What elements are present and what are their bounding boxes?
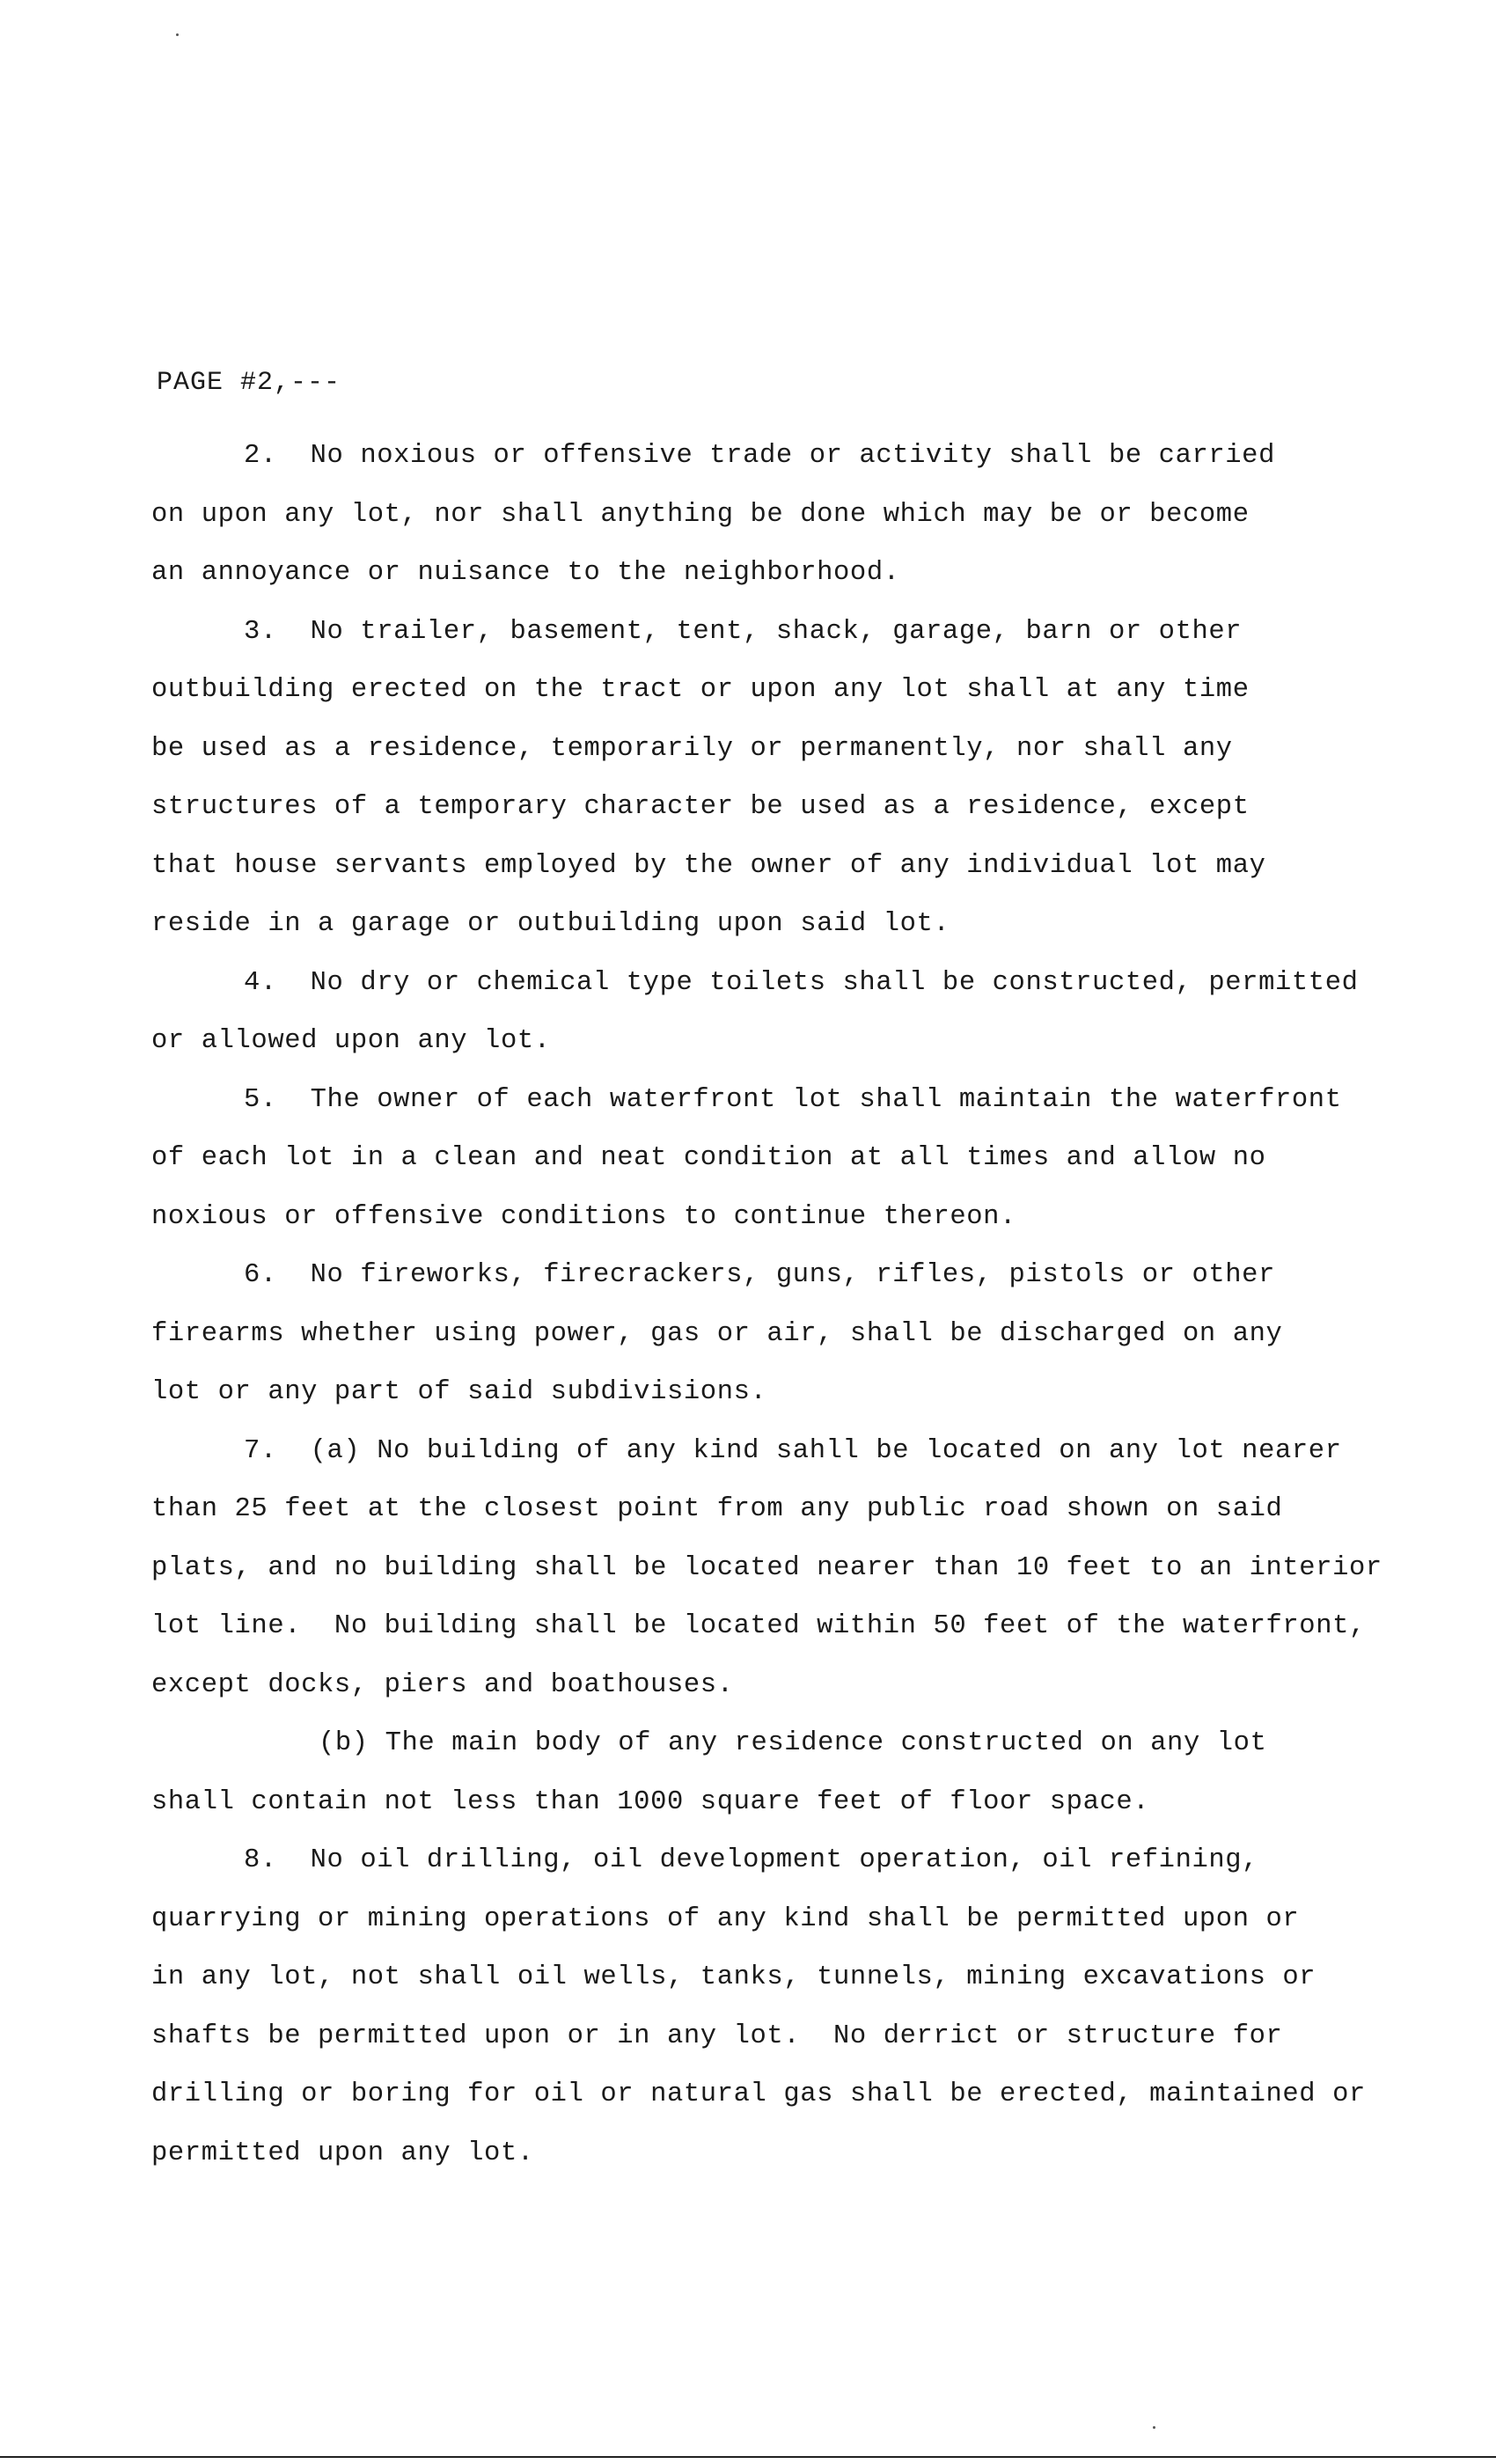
scan-speck <box>1153 2426 1155 2429</box>
scan-speck <box>176 33 179 36</box>
text-line: lot or any part of said subdivisions. <box>151 1377 767 1407</box>
text-line: an annoyance or nuisance to the neighborhood. <box>151 558 900 588</box>
text-line: that house servants employed by the owner of any individual lot may <box>151 850 1266 881</box>
text-line: 7. (a) No building of any kind sahll be located on any lot nearer <box>244 1435 1342 1466</box>
text-line: than 25 feet at the closest point from any public road shown on said <box>151 1494 1283 1524</box>
text-line: shafts be permitted upon or in any lot. No derrict or structure for <box>151 2020 1283 2051</box>
text-line: noxious or offensive conditions to continue thereon. <box>151 1201 1016 1232</box>
text-line: be used as a residence, temporarily or permanently, nor shall any <box>151 733 1233 764</box>
text-line: quarrying or mining operations of any kind shall be permitted upon or <box>151 1903 1300 1934</box>
text-line: 6. No fireworks, firecrackers, guns, rifles, pistols or other <box>244 1260 1275 1290</box>
text-line: on upon any lot, nor shall anything be done which may be or become <box>151 499 1250 530</box>
text-line: plats, and no building shall be located nearer than 10 feet to an interior <box>151 1552 1382 1583</box>
text-line: reside in a garage or outbuilding upon said lot. <box>151 909 950 939</box>
text-line: of each lot in a clean and neat condition at all times and allow no <box>151 1143 1266 1173</box>
text-line: structures of a temporary character be used as a residence, except <box>151 792 1250 822</box>
text-line: lot line. No building shall be located within 50 feet of the waterfront, <box>151 1611 1366 1641</box>
text-line: 5. The owner of each waterfront lot shall maintain the waterfront <box>244 1084 1342 1115</box>
text-line: drilling or boring for oil or natural gas shall be erected, maintained or <box>151 2079 1366 2109</box>
bottom-rule <box>0 2456 1496 2458</box>
text-line: 3. No trailer, basement, tent, shack, garage, barn or other <box>244 616 1243 647</box>
text-line: (b) The main body of any residence constructed on any lot <box>319 1728 1267 1758</box>
text-line: 8. No oil drilling, oil development operation, oil refining, <box>244 1845 1259 1875</box>
text-line: in any lot, not shall oil wells, tanks, tunnels, mining excavations or <box>151 1962 1316 1992</box>
text-line: outbuilding erected on the tract or upon any lot shall at any time <box>151 675 1250 705</box>
text-line: shall contain not less than 1000 square feet of floor space. <box>151 1786 1150 1817</box>
text-line: 4. No dry or chemical type toilets shall be constructed, permitted <box>244 967 1359 998</box>
text-line: permitted upon any lot. <box>151 2138 534 2168</box>
document-body <box>151 427 1471 2182</box>
page-header: PAGE #2,--- <box>157 368 341 398</box>
text-line: except docks, piers and boathouses. <box>151 1669 734 1700</box>
text-line: firearms whether using power, gas or air, shall be discharged on any <box>151 1318 1283 1349</box>
text-line: or allowed upon any lot. <box>151 1026 551 1056</box>
text-line: 2. No noxious or offensive trade or activity shall be carried <box>244 441 1275 471</box>
